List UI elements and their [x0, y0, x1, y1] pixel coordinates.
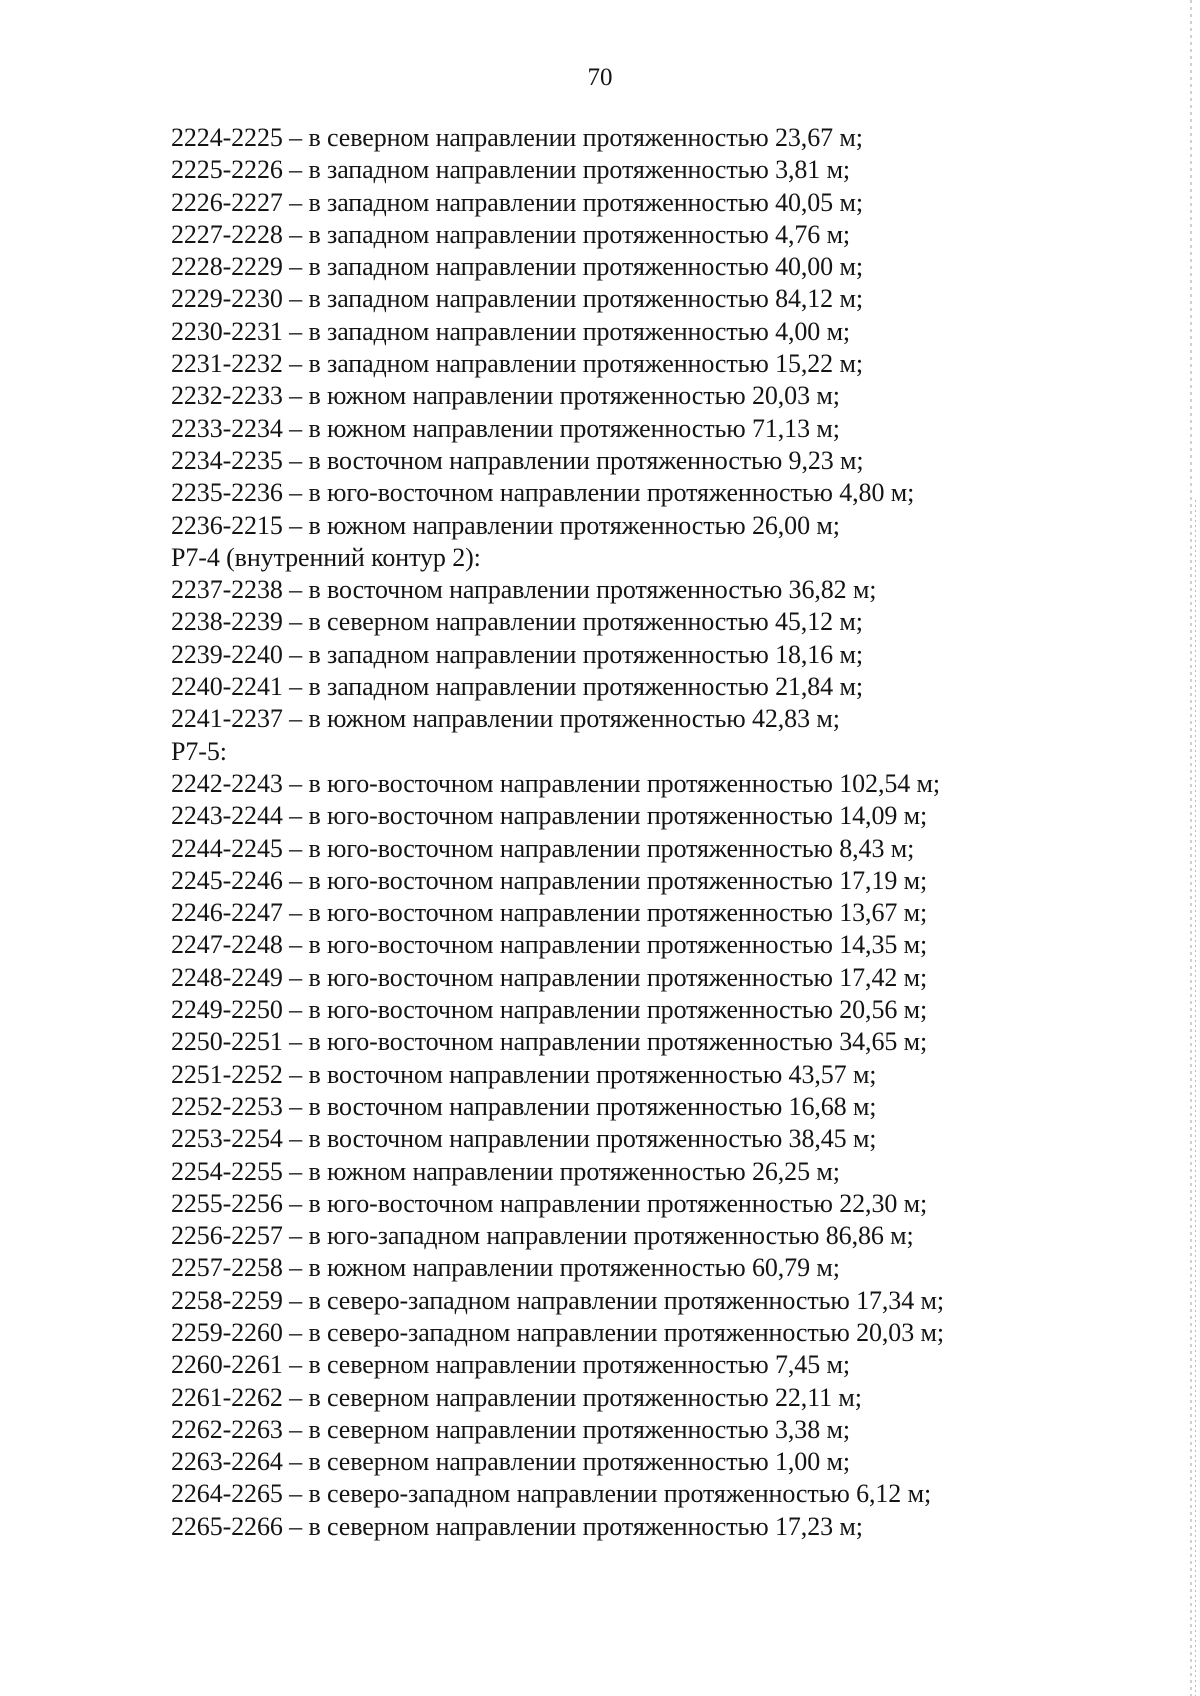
text-line: 2246-2247 – в юго-восточном направлении протяженностью 13,67 м; [171, 898, 928, 928]
text-line: 2265-2266 – в северном направлении протяженностью 17,23 м; [171, 1511, 863, 1541]
text-line: 2234-2235 – в восточном направлении протяженностью 9,23 м; [171, 445, 864, 475]
scan-edge-mark [1190, 0, 1192, 1696]
text-line: 2252-2253 – в восточном направлении протяженностью 16,68 м; [171, 1091, 877, 1121]
text-line: 2232-2233 – в южном направлении протяженностью 20,03 м; [171, 381, 840, 411]
text-line: 2244-2245 – в юго-восточном направлении протяженностью 8,43 м; [171, 833, 915, 863]
text-line: 2229-2230 – в западном направлении протяженностью 84,12 м; [171, 284, 863, 314]
text-line: 2224-2225 – в северном направлении протяженностью 23,67 м; [171, 123, 863, 152]
section-heading: Р7-4 (внутренний контур 2): [171, 542, 481, 572]
text-line: 2256-2257 – в юго-западном направлении протяженностью 86,86 м; [171, 1221, 914, 1251]
text-line: 2240-2241 – в западном направлении протяженностью 21,84 м; [171, 672, 863, 702]
text-line: 2237-2238 – в восточном направлении протяженностью 36,82 м; [171, 575, 877, 605]
document-body [171, 122, 1071, 1543]
text-line: 2230-2231 – в западном направлении протяженностью 4,00 м; [171, 316, 851, 346]
text-line: 2245-2246 – в юго-восточном направлении протяженностью 17,19 м; [171, 865, 928, 895]
text-line: 2258-2259 – в северо-западном направлении протяженностью 17,34 м; [171, 1285, 944, 1315]
text-line: 2257-2258 – в южном направлении протяженностью 60,79 м; [171, 1253, 840, 1283]
text-line: 2236-2215 – в южном направлении протяженностью 26,00 м; [171, 510, 840, 540]
text-line: 2226-2227 – в западном направлении протяженностью 40,05 м; [171, 187, 863, 217]
text-line: 2251-2252 – в восточном направлении протяженностью 43,57 м; [171, 1059, 877, 1089]
text-line: 2227-2228 – в западном направлении протяженностью 4,76 м; [171, 219, 851, 249]
text-line: 2231-2232 – в западном направлении протяженностью 15,22 м; [171, 349, 863, 379]
text-line: 2228-2229 – в западном направлении протяженностью 40,00 м; [171, 252, 863, 282]
text-line: 2241-2237 – в южном направлении протяженностью 42,83 м; [171, 704, 840, 734]
text-line: 2260-2261 – в северном направлении протяженностью 7,45 м; [171, 1350, 850, 1380]
text-line: 2261-2262 – в северном направлении протяженностью 22,11 м; [171, 1382, 862, 1412]
text-line: 2247-2248 – в юго-восточном направлении протяженностью 14,35 м; [171, 930, 928, 960]
text-line: 2225-2226 – в западном направлении протяженностью 3,81 м; [171, 155, 851, 185]
text-line: 2263-2264 – в северном направлении протяженностью 1,00 м; [171, 1447, 850, 1477]
scan-edge-mark [1195, 500, 1196, 1696]
text-line: 2250-2251 – в юго-восточном направлении протяженностью 34,65 м; [171, 1027, 928, 1057]
text-line: 2235-2236 – в юго-восточном направлении протяженностью 4,80 м; [171, 478, 915, 508]
text-line: 2253-2254 – в восточном направлении протяженностью 38,45 м; [171, 1124, 877, 1154]
text-line: 2233-2234 – в южном направлении протяженностью 71,13 м; [171, 413, 840, 443]
text-line: 2254-2255 – в южном направлении протяженностью 26,25 м; [171, 1156, 840, 1186]
text-line: 2248-2249 – в юго-восточном направлении протяженностью 17,42 м; [171, 962, 928, 992]
text-line: 2255-2256 – в юго-восточном направлении протяженностью 22,30 м; [171, 1188, 928, 1218]
text-line: 2262-2263 – в северном направлении протяженностью 3,38 м; [171, 1414, 850, 1444]
page-number: 70 [587, 64, 613, 91]
text-line: 2238-2239 – в северном направлении протяженностью 45,12 м; [171, 607, 863, 637]
text-line: 2249-2250 – в юго-восточном направлении протяженностью 20,56 м; [171, 995, 928, 1025]
section-heading: Р7-5: [171, 736, 227, 766]
text-line: 2259-2260 – в северо-западном направлении протяженностью 20,03 м; [171, 1317, 944, 1347]
text-line: 2242-2243 – в юго-восточном направлении протяженностью 102,54 м; [171, 768, 941, 798]
text-line: 2264-2265 – в северо-западном направлении протяженностью 6,12 м; [171, 1479, 932, 1509]
text-line: 2243-2244 – в юго-восточном направлении протяженностью 14,09 м; [171, 801, 928, 831]
text-line: 2239-2240 – в западном направлении протяженностью 18,16 м; [171, 639, 863, 669]
